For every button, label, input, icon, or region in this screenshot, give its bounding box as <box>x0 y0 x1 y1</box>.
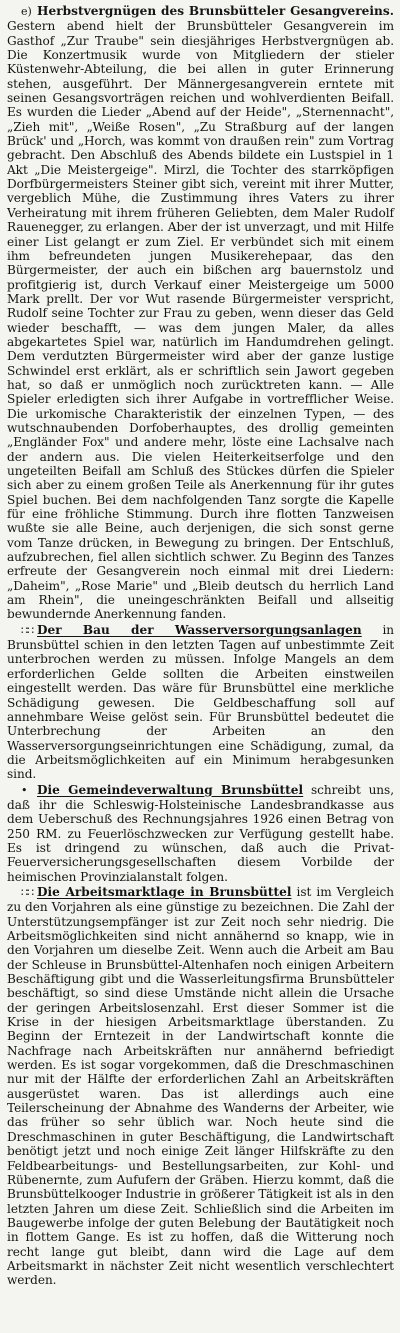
section-marker: • <box>21 783 28 797</box>
article-body: in Brunsbüttel schien in den letzten Tagen auf unbestimmte Zeit unterbrochen werden zu müssen. Infolge Mangels an dem erforderlichen Gelde sollten die Arbeiten einstweilen eingestellt werden. Das wäre für Brunsbüttel eine merkliche Schädigung gewesen. Die Geldbeschaffung soll auf annehmbare Weise gelöst sein. Für Brunsbüttel bedeutet die Unterbrechung der Arbeiten an den Wasserversorgungseinrichtungen eine Schädigung, zumal, da die Arbeitsmöglichkeiten auf ein Minimum herabgesunken sind. <box>7 622 395 782</box>
article-body: Gestern abend hielt der Brunsbütteler Gesangverein im Gasthof „Zur Traube" sein diesjähriges Herbstvergnügen ab. Die Konzertmusik wurde von Mitgliedern der stieler Küstenwehr-Abteilung, die bei allen in guter Erinnerung stehen, ausgeführt. Der Männergesangverein erntete mit seinen Gesangsvorträgen reichen und wohlverdienten Beifall. Es wurden die Lieder „Abend auf der Heide", „Sternennacht", „Zieh mit", „Weiße Rosen", „Zu Straßburg auf der langen Brück' und „Horch, was kommt von draußen rein" zum Vortrag gebracht. Den Abschluß des Abends bildete ein Lustspiel in 1 Akt „Die Meistergeige". Mirzl, die Tochter des starrköpfigen Dorfbürgermeisters Steiner gibt sich, vereint mit ihrer Mutter, vergeblich Mühe, die Zustimmung ihres Vaters zu ihrer Verheiratung mit ihrem früheren Geliebten, dem Maler Rudolf Rauenegger, zu erlangen. Aber der ist unverzagt, und mit Hilfe einer List gelangt er zum Ziel. Er verbündet sich mit einem ihm befreundeten jungen Musikerehepaar, das den Bürgermeister, der auch ein bißchen arg bauernstolz und profitgierig ist, durch Verkauf einer Meistergeige um 5000 Mark prellt. Der vor Wut rasende Bürgermeister verspricht, Rudolf seine Tochter zur Frau zu geben, wenn dieser das Geld wieder beschafft, — was dem jungen Maler, da alles abgekartetes Spiel war, natürlich im Handumdrehen gelingt. Dem verdutzten Bürgermeister wird aber der ganze lustige Schwindel erst erklärt, als er schriftlich sein Jawort gegeben hat, so daß er unmöglich noch zurücktreten kann. — Alle Spieler erledigten sich ihrer Aufgabe in vortrefflicher Weise. Die urkomische Charakteristik der einzelnen Typen, — des wutschnaubenden Dorfoberhauptes, des drollig gemeinten „Engländer Fox" und andere mehr, löste eine Lachsalve nach der andern aus. Die vielen Heiterkeitserfolge und den ungeteilten Beifall am Schluß des Stückes dürfen die Spieler sich aber zu einem großen Teile als Anerkennung für ihr gutes Spiel buchen. Bei dem nachfolgenden Tanz sorgte die Kapelle für eine fröhliche Stimmung. Durch ihre flotten Tanzweisen wußte sie alle Beine, auch derjenigen, die sich sonst gerne vom Tanze drücken, in Bewegung zu bringen. Der Entschluß, aufzubrechen, fiel allen sichtlich schwer. Zu Beginn des Tanzes erfreute der Gesangverein noch einmal mit drei Liedern: „Daheim", „Rose Marie" und „Bleib deutsch du herrlich Land am Rhein", die uneingeschränkten Beifall und allseitig bewundernde Anerkennung fanden. <box>7 19 394 622</box>
section-marker: ∷∷ <box>21 623 33 637</box>
article-gemeindeverwaltung <box>7 783 394 884</box>
article-headline: Herbstvergnügen des Brunsbütteler Gesangvereins. <box>37 4 394 18</box>
article-headline: Die Arbeitsmarktlage in Brunsbüttel <box>37 884 292 899</box>
article-wasserversorgung <box>7 623 394 782</box>
article-body: schreibt uns, daß ihr die Schleswig-Holsteinische Landesbrandkasse aus dem Ueberschuß des Rechnungsjahres 1926 einen Betrag von 250 RM. zu Feuerlöschzwecken zur Verfügung gestellt habe. Es ist dringend zu wünschen, daß auch die Privat-Feuerversicherungsgesellschaften diesem Vorbilde der heimischen Provinzialanstalt folgen. <box>7 782 394 884</box>
article-headline: Der Bau der Wasserversorgungsanlagen <box>37 622 362 637</box>
article-body: ist im Vergleich zu den Vorjahren als eine günstige zu bezeichnen. Die Zahl der Unterstützungsempfänger ist zur Zeit noch sehr niedrig. Die Arbeitsmöglichkeiten sind nicht annähernd so knapp, wie in den Vorjahren um dieselbe Zeit. Wenn auch die Arbeit am Bau der Schleuse in Brunsbüttel-Altenhafen noch einigen Arbeitern Beschäftigung gibt und die Wasserleitungsfirma Brunsbütteler beschäftigt, so sind diese Umstände nicht allein die Ursache der geringen Arbeitslosenzahl. Erst dieser Sommer ist die Krise in der hiesigen Arbeitsmarktlage überstanden. Zu Beginn der Erntezeit in der Landwirtschaft konnte die Nachfrage nach Arbeitskräften nur annähernd befriedigt werden. Es ist sogar vorgekommen, daß die Dreschmaschinen nur mit der Hälfte der erforderlichen Zahl an Arbeitskräften ausgerüstet waren. Das ist allerdings auch eine Teilerscheinung der Abnahme des Wanderns der Arbeiter, wie das früher so sehr üblich war. Noch heute sind die Dreschmaschinen in guter Beschäftigung, die Landwirtschaft benötigt jetzt und noch einige Zeit länger Hilfskräfte zu den Feldbearbeitungs- und Bestellungsarbeiten, zur Kohl- und Rübenernte, zum Aufufern der Gräben. Hierzu kommt, daß die Brunsbüttelkooger Industrie in größerer Tätigkeit ist als in den letzten Jahren um diese Zeit. Schließlich sind die Arbeiten im Baugewerbe infolge der guten Belebung der Bautätigkeit noch in flottem Gange. Es ist zu hoffen, daß die Witterung noch recht lange gut bleibt, dann wird die Lage auf dem Arbeitsmarkt in nächster Zeit nicht wesentlich verschlechtert werden. <box>7 884 394 1288</box>
article-headline: Die Gemeindeverwaltung Brunsbüttel <box>37 782 304 797</box>
article-arbeitsmarktlage <box>7 885 394 1288</box>
article-herbstvergnuegen <box>7 4 394 622</box>
section-marker: ∷∷ <box>21 885 33 899</box>
section-marker: e) <box>21 5 32 18</box>
